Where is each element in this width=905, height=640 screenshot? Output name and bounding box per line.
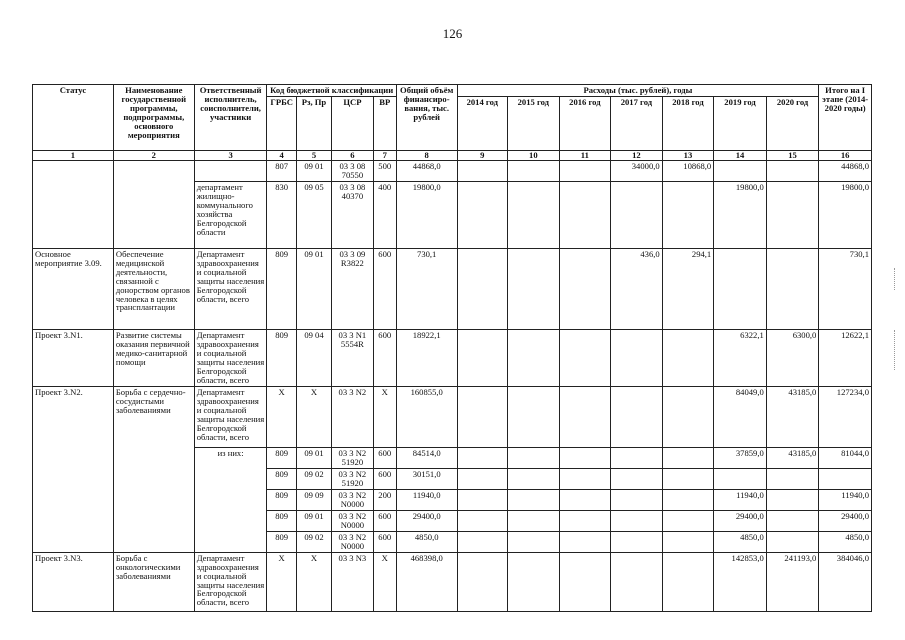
year-2020-cell: 43185,0: [766, 386, 819, 447]
rzpr-cell: Х: [296, 386, 331, 447]
year-2015-cell: [508, 181, 560, 248]
name-cell: Обеспечение медицинской деятельности, связанной с донорством органов человека в целях трансплантации: [113, 248, 194, 329]
csr-cell: 03 3 08 70550: [332, 160, 373, 181]
csr-cell: 03 3 N2 N0000: [332, 531, 373, 552]
table-row: [33, 160, 872, 181]
year-2014-cell: [457, 248, 508, 329]
year-2014-cell: [457, 181, 508, 248]
year-2014-cell: [457, 468, 508, 489]
column-number-row: [33, 150, 872, 160]
sum-cell: 730,1: [819, 248, 872, 329]
grbs-cell: 809: [267, 468, 296, 489]
year-2019-cell: [714, 468, 767, 489]
vr-cell: 600: [373, 531, 396, 552]
column-number: 16: [819, 150, 872, 160]
year-2015-cell: [508, 447, 560, 468]
sum-cell: 81044,0: [819, 447, 872, 468]
grbs-cell: 830: [267, 181, 296, 248]
column-number: 1: [33, 150, 114, 160]
year-2014-cell: [457, 447, 508, 468]
header-year-2020: 2020 год: [766, 96, 819, 150]
rzpr-cell: 09 01: [296, 248, 331, 329]
name-cell: Борьба с сердечно-сосудистыми заболеваниями: [113, 386, 194, 552]
header-grbs: ГРБС: [267, 96, 296, 150]
rzpr-cell: 09 04: [296, 329, 331, 386]
year-2017-cell: [611, 531, 663, 552]
table-row: [33, 329, 872, 386]
year-2019-cell: 6322,1: [714, 329, 767, 386]
rzpr-cell: 09 01: [296, 510, 331, 531]
year-2015-cell: [508, 531, 560, 552]
sum-cell: [819, 468, 872, 489]
year-2018-cell: 10868,0: [662, 160, 714, 181]
header-total-volume: Общий объём финансиро-вания, тыс. рублей: [396, 85, 457, 151]
column-number: 7: [373, 150, 396, 160]
table-row: [33, 552, 872, 611]
column-number: 13: [662, 150, 714, 160]
year-2018-cell: [662, 386, 714, 447]
responsible-cell: Департамент здравоохранения и социальной защиты населения Белгородской области, всего: [194, 329, 267, 386]
header-year-2015: 2015 год: [508, 96, 560, 150]
status-cell: Основное мероприятие 3.09.: [33, 248, 114, 329]
year-2019-cell: 11940,0: [714, 489, 767, 510]
year-2016-cell: [559, 552, 611, 611]
year-2016-cell: [559, 447, 611, 468]
header-name: Наименование государственной программы, подпрограммы, основного мероприятия: [113, 85, 194, 151]
grbs-cell: 809: [267, 248, 296, 329]
table-row: [33, 248, 872, 329]
responsible-cell: Департамент здравоохранения и социальной защиты населения Белгородской области, всего: [194, 552, 267, 611]
vr-cell: 600: [373, 510, 396, 531]
year-2018-cell: [662, 552, 714, 611]
year-2014-cell: [457, 489, 508, 510]
header-year-2014: 2014 год: [457, 96, 508, 150]
vr-cell: 200: [373, 489, 396, 510]
vr-cell: 600: [373, 468, 396, 489]
grbs-cell: 809: [267, 489, 296, 510]
csr-cell: 03 3 N2: [332, 386, 373, 447]
rzpr-cell: Х: [296, 552, 331, 611]
year-2020-cell: 6300,0: [766, 329, 819, 386]
status-cell: Проект 3.N3.: [33, 552, 114, 611]
year-2019-cell: 142853,0: [714, 552, 767, 611]
year-2020-cell: [766, 248, 819, 329]
year-2018-cell: [662, 181, 714, 248]
sum-cell: 384046,0: [819, 552, 872, 611]
sum-cell: 29400,0: [819, 510, 872, 531]
grbs-cell: 809: [267, 510, 296, 531]
sum-cell: 4850,0: [819, 531, 872, 552]
year-2016-cell: [559, 510, 611, 531]
year-2014-cell: [457, 329, 508, 386]
column-number: 12: [611, 150, 663, 160]
total-cell: 30151,0: [396, 468, 457, 489]
csr-cell: 03 3 08 40370: [332, 181, 373, 248]
column-number: 4: [267, 150, 296, 160]
column-number: 15: [766, 150, 819, 160]
csr-cell: 03 3 N2 N0000: [332, 489, 373, 510]
total-cell: 160855,0: [396, 386, 457, 447]
header-csr: ЦСР: [332, 96, 373, 150]
total-cell: 29400,0: [396, 510, 457, 531]
year-2016-cell: [559, 468, 611, 489]
vr-cell: Х: [373, 386, 396, 447]
column-number: 5: [296, 150, 331, 160]
year-2017-cell: [611, 447, 663, 468]
grbs-cell: 809: [267, 531, 296, 552]
year-2018-cell: [662, 447, 714, 468]
year-2015-cell: [508, 468, 560, 489]
year-2019-cell: 19800,0: [714, 181, 767, 248]
grbs-cell: Х: [267, 386, 296, 447]
total-cell: 44868,0: [396, 160, 457, 181]
year-2017-cell: 436,0: [611, 248, 663, 329]
rzpr-cell: 09 01: [296, 447, 331, 468]
grbs-cell: 807: [267, 160, 296, 181]
page-number: 126: [442, 26, 463, 41]
year-2020-cell: [766, 531, 819, 552]
total-cell: 4850,0: [396, 531, 457, 552]
header-year-2018: 2018 год: [662, 96, 714, 150]
header-total-stage: Итого на I этапе (2014-2020 годы): [819, 85, 872, 151]
status-cell: Проект 3.N1.: [33, 329, 114, 386]
responsible-cell: [194, 160, 267, 181]
status-cell: [33, 160, 114, 248]
year-2018-cell: [662, 510, 714, 531]
csr-cell: 03 3 09 R3822: [332, 248, 373, 329]
year-2017-cell: [611, 489, 663, 510]
year-2017-cell: [611, 181, 663, 248]
year-2020-cell: [766, 489, 819, 510]
vr-cell: 400: [373, 181, 396, 248]
year-2016-cell: [559, 531, 611, 552]
year-2019-cell: [714, 248, 767, 329]
year-2016-cell: [559, 160, 611, 181]
rzpr-cell: 09 02: [296, 468, 331, 489]
year-2018-cell: 294,1: [662, 248, 714, 329]
year-2018-cell: [662, 531, 714, 552]
rzpr-cell: 09 09: [296, 489, 331, 510]
name-cell: Развитие системы оказания первичной медико-санитарной помощи: [113, 329, 194, 386]
grbs-cell: 809: [267, 329, 296, 386]
header-rzpr: Рз, Пр: [296, 96, 331, 150]
vr-cell: 600: [373, 248, 396, 329]
year-2015-cell: [508, 552, 560, 611]
header-vr: ВР: [373, 96, 396, 150]
year-2014-cell: [457, 510, 508, 531]
header-year-2017: 2017 год: [611, 96, 663, 150]
year-2016-cell: [559, 181, 611, 248]
header-responsible: Ответственный исполнитель, соисполнители, участники: [194, 85, 267, 151]
year-2017-cell: [611, 468, 663, 489]
csr-cell: 03 3 N3: [332, 552, 373, 611]
year-2020-cell: 241193,0: [766, 552, 819, 611]
year-2019-cell: 29400,0: [714, 510, 767, 531]
year-2014-cell: [457, 552, 508, 611]
column-number: 3: [194, 150, 267, 160]
csr-cell: 03 3 N2 51920: [332, 447, 373, 468]
header-year-2016: 2016 год: [559, 96, 611, 150]
total-cell: 730,1: [396, 248, 457, 329]
rzpr-cell: 09 05: [296, 181, 331, 248]
status-cell: Проект 3.N2.: [33, 386, 114, 552]
scan-artifact: [894, 268, 901, 290]
header-year-2019: 2019 год: [714, 96, 767, 150]
year-2020-cell: [766, 160, 819, 181]
year-2019-cell: 37859,0: [714, 447, 767, 468]
year-2017-cell: [611, 386, 663, 447]
year-2014-cell: [457, 386, 508, 447]
name-cell: Борьба с онкологическими заболеваниями: [113, 552, 194, 611]
year-2014-cell: [457, 531, 508, 552]
year-2020-cell: [766, 510, 819, 531]
year-2015-cell: [508, 160, 560, 181]
total-cell: 18922,1: [396, 329, 457, 386]
year-2017-cell: [611, 552, 663, 611]
csr-cell: 03 3 N1 5554R: [332, 329, 373, 386]
total-cell: 468398,0: [396, 552, 457, 611]
sum-cell: 11940,0: [819, 489, 872, 510]
scan-artifact: [894, 330, 901, 370]
rzpr-cell: 09 01: [296, 160, 331, 181]
column-number: 10: [508, 150, 560, 160]
csr-cell: 03 3 N2 N0000: [332, 510, 373, 531]
year-2018-cell: [662, 489, 714, 510]
year-2017-cell: 34000,0: [611, 160, 663, 181]
sum-cell: 44868,0: [819, 160, 872, 181]
sum-cell: 127234,0: [819, 386, 872, 447]
responsible-cell: департамент жилищно-коммунального хозяйства Белгородской области: [194, 181, 267, 248]
responsible-cell: Департамент здравоохранения и социальной защиты населения Белгородской области, всего: [194, 248, 267, 329]
year-2018-cell: [662, 468, 714, 489]
name-cell: [113, 160, 194, 248]
year-2020-cell: [766, 181, 819, 248]
year-2016-cell: [559, 329, 611, 386]
column-number: 11: [559, 150, 611, 160]
year-2016-cell: [559, 248, 611, 329]
vr-cell: 600: [373, 329, 396, 386]
year-2019-cell: 84049,0: [714, 386, 767, 447]
financing-table: [32, 84, 872, 612]
header-expenses: Расходы (тыс. рублей), годы: [457, 85, 819, 97]
vr-cell: 500: [373, 160, 396, 181]
total-cell: 19800,0: [396, 181, 457, 248]
year-2015-cell: [508, 489, 560, 510]
rzpr-cell: 09 02: [296, 531, 331, 552]
year-2020-cell: [766, 468, 819, 489]
sum-cell: 19800,0: [819, 181, 872, 248]
column-number: 6: [332, 150, 373, 160]
table-row: [33, 386, 872, 447]
year-2017-cell: [611, 510, 663, 531]
column-number: 2: [113, 150, 194, 160]
responsible-cell: из них:: [194, 447, 267, 552]
vr-cell: Х: [373, 552, 396, 611]
year-2015-cell: [508, 386, 560, 447]
grbs-cell: Х: [267, 552, 296, 611]
year-2016-cell: [559, 489, 611, 510]
column-number: 8: [396, 150, 457, 160]
year-2015-cell: [508, 329, 560, 386]
year-2019-cell: 4850,0: [714, 531, 767, 552]
responsible-cell: Департамент здравоохранения и социальной защиты населения Белгородской области, всего: [194, 386, 267, 447]
total-cell: 84514,0: [396, 447, 457, 468]
grbs-cell: 809: [267, 447, 296, 468]
csr-cell: 03 3 N2 51920: [332, 468, 373, 489]
column-number: 9: [457, 150, 508, 160]
year-2016-cell: [559, 386, 611, 447]
year-2014-cell: [457, 160, 508, 181]
vr-cell: 600: [373, 447, 396, 468]
year-2020-cell: 43185,0: [766, 447, 819, 468]
year-2015-cell: [508, 510, 560, 531]
total-cell: 11940,0: [396, 489, 457, 510]
year-2018-cell: [662, 329, 714, 386]
sum-cell: 12622,1: [819, 329, 872, 386]
header-status: Статус: [33, 85, 114, 151]
year-2019-cell: [714, 160, 767, 181]
header-budget-code: Код бюджетной классификации: [267, 85, 396, 97]
column-number: 14: [714, 150, 767, 160]
year-2015-cell: [508, 248, 560, 329]
year-2017-cell: [611, 329, 663, 386]
